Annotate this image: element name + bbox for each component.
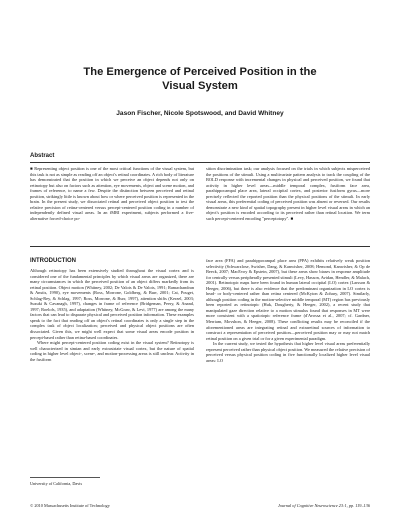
affiliation-footnote: University of California, Davis [30, 481, 83, 486]
footnote-rule [30, 477, 100, 478]
abstract-heading: Abstract [30, 153, 55, 159]
abstract-text-left: ■ Representing object position is one of the most critical functions of the visual system, but this task is not as simple as reading off an object's retinal coordinates. A rich body of literature has demonstrated that the position in which we perceive an object depends not only on retinotopy but also on factors such as attention, eye movements, object and scene motion, and frames of reference, to name a few. Despite the distinction between perceived and retinal position, strikingly little is known about how or where perceived position is represented in the brain. In the present study, we dissociated retinal and perceived object position to test the relative precision of retina-centered versus percept-centered position coding in a number of independently defined visual areas. In an fMRI experiment, subjects performed a five-alternative forced-choice po- [30, 166, 194, 221]
intro-paragraph-3: face area (FFA) and parahippocampal place area (PPA) exhibits relatively weak position selectivity (Schwarzlose, Swisher, Dang, & Kanwisher, 2008; Hemond, Kanwisher, & Op de Beeck, 2007; MacEvoy & Epstein, 2007), but these areas show biases in response amplitude for centrally versus peripherally presented stimuli (Levy, Hasson, Avidan, Hendler, & Malach, 2001). Retinotopic maps have been found in human lateral occipital (LO) cortex (Larsson & Heeger, 2006), but there is also evidence that the predominant organization in LO cortex is head- or body-centered rather than retina centered (McKyton & Zohary, 2007). Similarly, although position coding in the motion-selective middle temporal (MT) region has previously been reported as retinotopic (Huk, Dougherty, & Heeger, 2002), a recent study that manipulated gaze direction relative to a motion stimulus found that responses in MT were more consistent with a spatiotopic reference frame (d'Avossa et al., 2007; cf. Gardner, Merriam, Movshon, & Heeger, 2008). These conflicting results may be reconciled if the aforementioned areas are integrating retinal and extraretinal sources of information to construct a representation of perceived position—perceived position may or may not match retinal position on a given trial or for a given experimental paradigm. [206, 258, 370, 341]
abstract-left-column [30, 166, 194, 221]
intro-left-column [30, 268, 194, 362]
journal-citation-footer: Journal of Cognitive Neuroscience 23:1, pp. 119–136 [277, 503, 370, 508]
intro-right-column [206, 258, 370, 363]
intro-paragraph-1: Although retinotopy has been extensively studied throughout the visual cortex and is considered one of the fundamental principles by which visual areas are organized, there are many circumstances in which the perceived position of an object differs markedly from its retinal position. Object motion (Whitney, 2002; De Valois & De Valois, 1991; Ramachandran & Anstis, 1990), eye movements (Ross, Morrone, Goldberg, & Burr, 2001; Cai, Pouget, Schlag-Rey, & Schlag, 1997; Ross, Morrone, & Burr, 1997), attention shifts (Kerzel, 2003; Suzuki & Cavanagh, 1997), changes in frame of reference (Bridgeman, Peery, & Anand, 1997; Roelofs, 1935), and adaptation (Whitney, McGraw, & Levi, 1977) are among the many factors that can lead to disparate physical and perceived position information. These examples speak to the fact that reading off an object's retinal coordinates is only a single step in the complex task of object localization; perceived and physical object positions are often dissociated. Given this, we might well expect that some visual areas encode position in percept-based rather than retina-based coordinates. [30, 268, 194, 340]
abstract-top-rule [30, 162, 370, 163]
introduction-heading: INTRODUCTION [30, 258, 76, 264]
copyright-footer: © 2010 Massachusetts Institute of Technology [30, 503, 110, 508]
paper-title [40, 66, 360, 93]
author-list: Jason Fischer, Nicole Spotswood, and David Whitney [116, 110, 284, 117]
abstract-text-right: sition discrimination task; our analysis focused on the trials in which subjects misperceived the positions of the stimuli. Using a multivariate pattern analysis to track the coupling of the BOLD response with incremental changes in physical and perceived position, we found that activity in higher level areas—middle temporal complex, fusiform face area, parahippocampal place area, lateral occipital cortex, and posterior fusiform gyrus—more precisely reflected the reported position than the physical positions of the stimuli. In early visual areas, this preferential coding of perceived position was absent or reversed. Our results demonstrate a new kind of spatial topography present in higher level visual areas in which an object's position is encoded according to its perceived rather than retinal location. We term such percept-centered encoding "perceptotopy". ■ [206, 166, 370, 221]
title-line-2: Visual System [162, 79, 238, 92]
title-line-1: The Emergence of Perceived Position in the [83, 66, 317, 78]
abstract-bottom-rule [30, 246, 370, 247]
intro-paragraph-4: In the current study, we tested the hypothesis that higher level visual areas preferentially represent perceived rather than physical object position. We measured the relative precision of perceived versus physical position coding in five functionally localized higher level visual areas: LO [206, 341, 370, 363]
abstract-right-column [206, 166, 370, 221]
intro-paragraph-2: Where might percept-centered position coding exist in the visual system? Retinotopy is well characterized in simian and early extrastriate visual cortex, but the nature of spatial coding in higher level object-, scene-, and motion-processing areas is still unclear. Activity in the fusiform [30, 340, 194, 362]
